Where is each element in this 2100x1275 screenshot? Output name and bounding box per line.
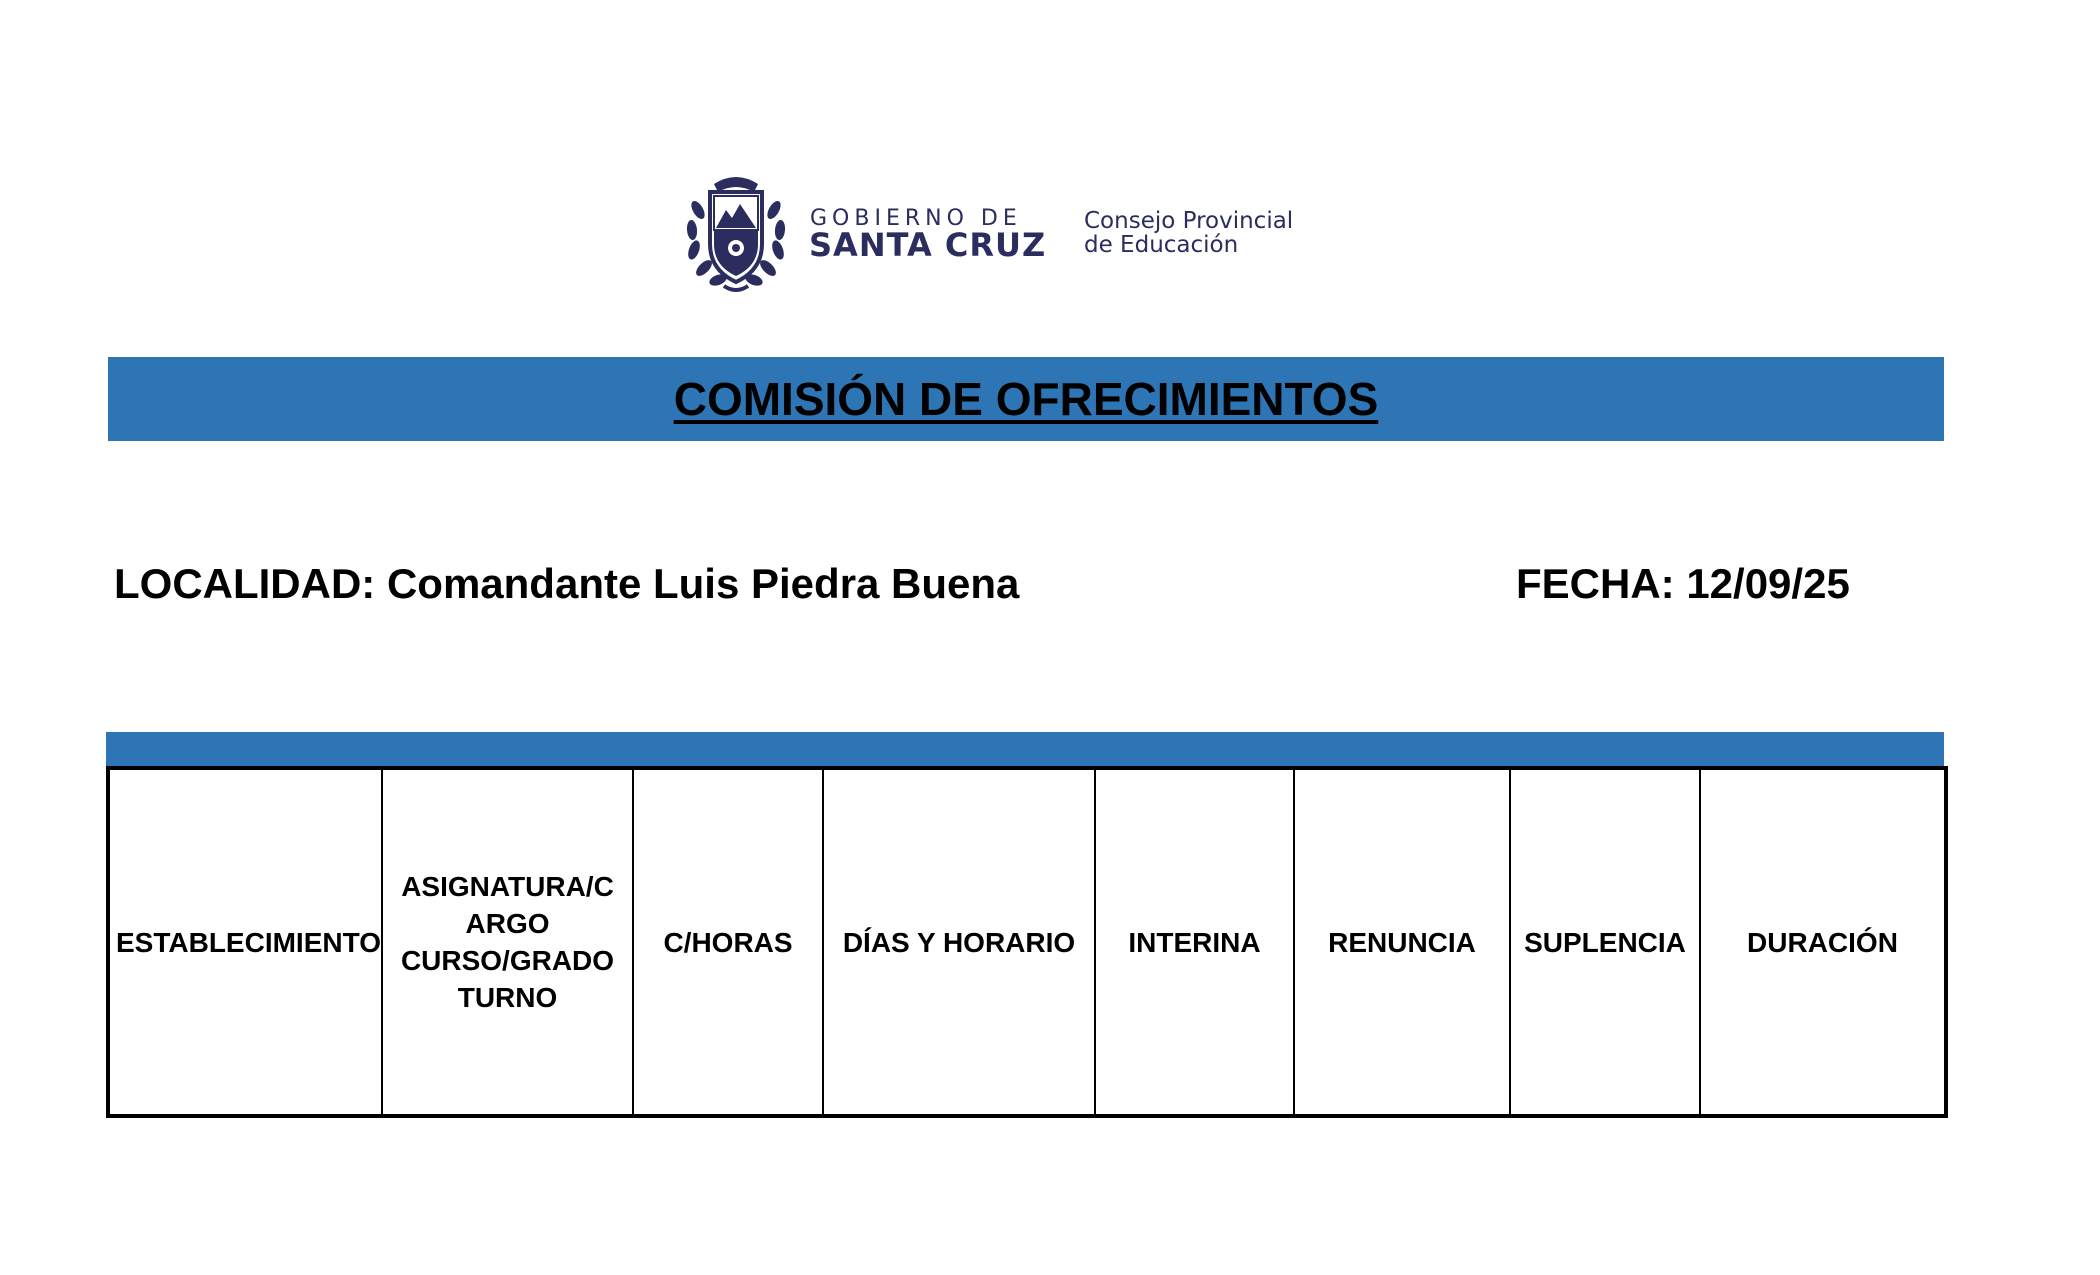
offers-table <box>106 766 1948 1118</box>
gov-line1: GOBIERNO DE <box>810 206 1022 231</box>
column-header-asignatura: ASIGNATURA/C ARGO CURSO/GRADO TURNO <box>382 768 633 1116</box>
title-banner <box>108 357 1944 441</box>
column-header-duracion: DURACIÓN <box>1700 768 1946 1116</box>
page-title: COMISIÓN DE OFRECIMIENTOS <box>673 373 1379 425</box>
column-header-dias-horario: DÍAS Y HORARIO <box>823 768 1095 1116</box>
council-line1: Consejo Provincial <box>1084 208 1294 234</box>
table-header-row <box>108 768 1946 1116</box>
table-header-bar <box>106 732 1944 766</box>
santa-cruz-coat-of-arms-icon <box>684 170 788 296</box>
fecha-label: FECHA: 12/09/25 <box>1516 560 1850 607</box>
column-header-establecimiento: ESTABLECIMIENTO <box>108 768 382 1116</box>
council-line2: de Educación <box>1084 232 1239 258</box>
column-header-renuncia: RENUNCIA <box>1294 768 1510 1116</box>
gov-line2: SANTA CRUZ <box>809 226 1047 264</box>
column-header-interina: INTERINA <box>1095 768 1294 1116</box>
localidad-label: LOCALIDAD: Comandante Luis Piedra Buena <box>114 560 1020 607</box>
column-header-suplencia: SUPLENCIA <box>1510 768 1700 1116</box>
column-header-choras: C/HORAS <box>633 768 823 1116</box>
